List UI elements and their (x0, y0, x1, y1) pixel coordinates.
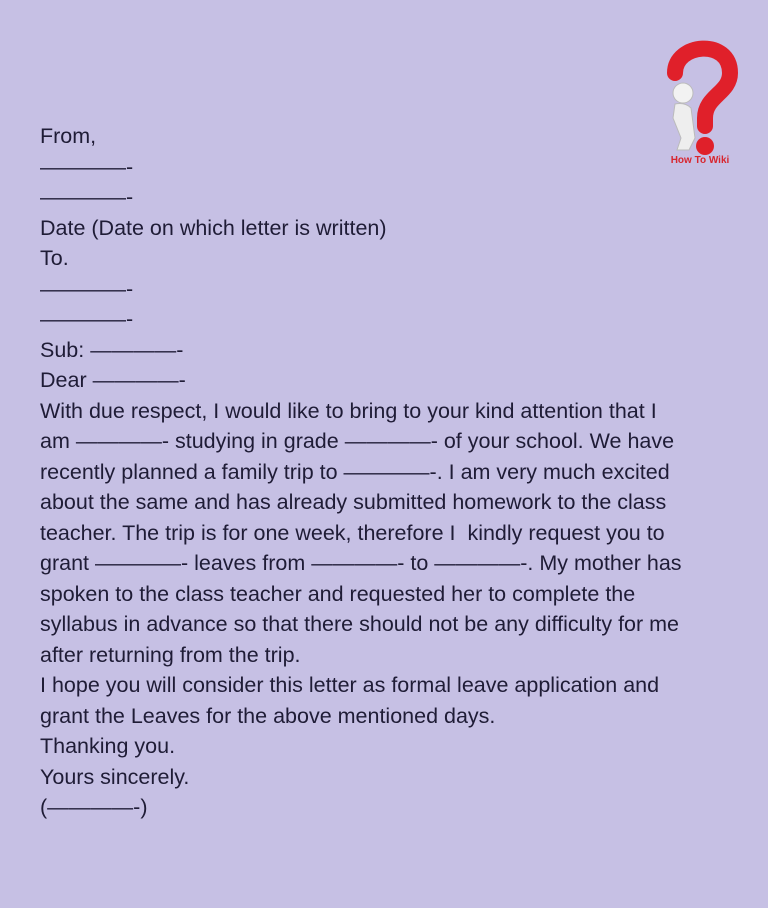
letter-line: I hope you will consider this letter as formal leave application and (40, 673, 660, 697)
letter-line: about the same and has already submitted homework to the class (40, 490, 667, 514)
letter-line: ————- (40, 276, 134, 301)
logo-text: How To Wiki (670, 155, 730, 166)
letter-line: Thanking you. (40, 734, 176, 758)
letter-line: ————- (40, 154, 134, 179)
letter-line: grant ————- leaves from ————- to ————-. My mother has (40, 551, 682, 575)
letter-line: Sub: ————- (40, 337, 184, 362)
letter-line: To. (40, 246, 69, 270)
letter-line: With due respect, I would like to bring to your kind attention that I (40, 398, 657, 423)
letter-line: (————-) (40, 795, 148, 819)
leave-letter-body (40, 121, 682, 823)
letter-line: Yours sincerely. (40, 764, 190, 789)
letter-line: after returning from the trip. (40, 642, 301, 667)
letter-line: Date (Date on which letter is written) (40, 215, 387, 240)
letter-line: am ————- studying in grade ————- of your school. We have (40, 429, 675, 453)
letter-line: ————- (40, 185, 134, 209)
letter-line: From, (40, 124, 97, 148)
letter-line: Dear ————- (40, 368, 186, 392)
letter-line: grant the Leaves for the above mentioned days. (40, 703, 496, 728)
letter-line: teacher. The trip is for one week, therefore I kindly request you to (40, 520, 665, 545)
letter-line: recently planned a family trip to ————-. I am very much excited (40, 459, 670, 484)
letter-line: spoken to the class teacher and requested her to complete the (40, 581, 636, 606)
letter-line: syllabus in advance so that there should not be any difficulty for me (40, 612, 680, 636)
letter-line: ————- (40, 307, 134, 331)
